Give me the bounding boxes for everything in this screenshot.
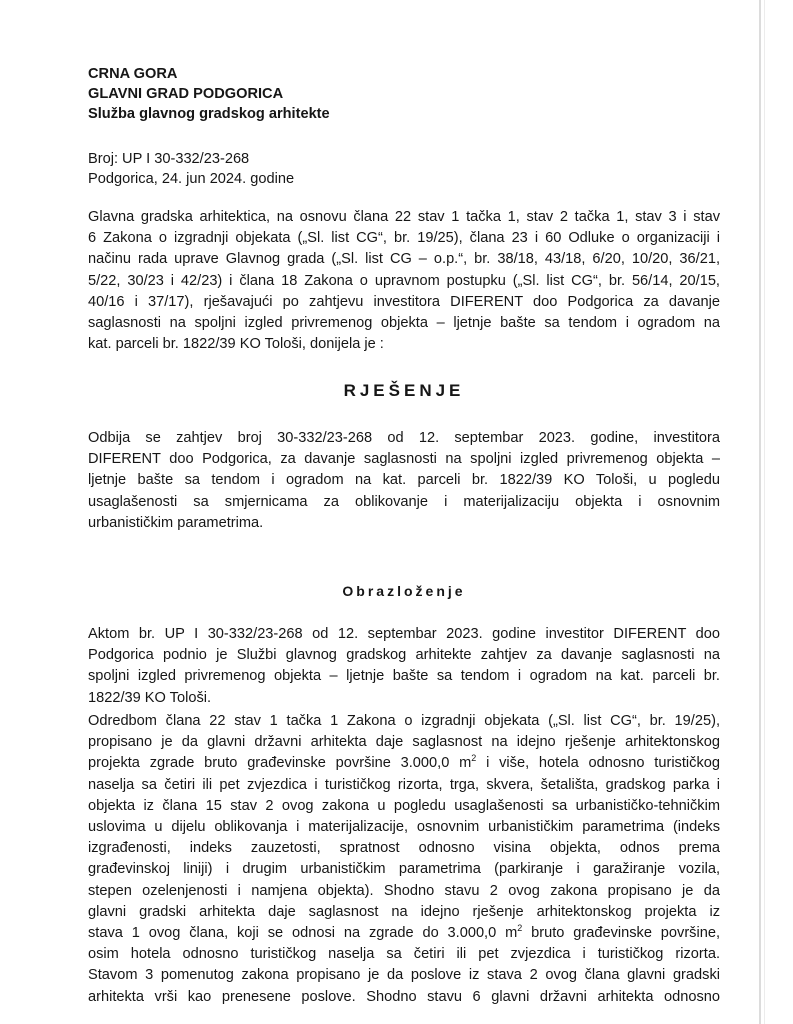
decision-title: RJEŠENJE: [343, 381, 465, 400]
intro-line: 6 Zakona o izgradnji objekata („Sl. list CG“, br. 19/25), člana 23 i 60 Odluke o organizaciji i: [88, 230, 720, 247]
reasoning-title: Obrazloženje: [342, 583, 466, 599]
intro-line: 5/22, 30/23 i 42/23) i člana 18 Zakona o upravnom postupku („Sl. list CG“, br. 56/14, 20/15,: [88, 272, 720, 289]
reasoning-text: i više, hotela odnosno turističkog: [476, 755, 720, 772]
intro-line: kat. parceli br. 1822/39 KO Tološi, donijela je :: [88, 336, 384, 353]
decision-line: usaglašenosti sa smjernicama za oblikovanje i materijalizaciju objekta i osnovnim: [88, 493, 720, 510]
intro-line: Glavna gradska arhitektica, na osnovu člana 22 stav 1 tačka 1, stav 2 tačka 1, stav 3 i stav: [88, 209, 720, 225]
header-country: CRNA GORA: [88, 66, 178, 82]
reasoning-line: arhitekta vrši kao prenesene poslove. Shodno stavu 6 glavni državni arhitekta odnosno: [88, 988, 720, 1005]
reasoning-text: projekta zgrade bruto građevinske površine 3.000,0 m: [88, 755, 472, 772]
decision-line: DIFERENT doo Podgorica, za davanje saglasnosti na spoljni izgled privremenog objekta –: [88, 451, 720, 468]
intro-paragraph: [88, 207, 720, 355]
decision-paragraph: [88, 428, 720, 534]
reasoning-paragraph-2: [88, 711, 720, 1008]
reference-number: Broj: UP I 30-332/23-268: [88, 151, 250, 167]
reasoning-line: izgrađenosti, indeks zauzetosti, spratnost odnosno visina objekta, odnos prema: [88, 840, 720, 857]
reasoning-line: Podgorica podnio je Službi glavnog gradskog arhitekte zahtjev za davanje saglasnosti na: [88, 647, 720, 664]
page-edge-line-secondary: [764, 0, 765, 1024]
reasoning-line: građevinskoj liniji) i drugim urbanističkim parametrima (parkiranje i garažiranje vozila,: [88, 861, 720, 878]
page-edge-line: [759, 0, 761, 1024]
reasoning-line: spoljni izgled privremenog objekta – ljetnje bašte sa tendom i ogradom na kat. parceli br.: [88, 668, 720, 685]
intro-line: 40/16 i 37/17), rješavajući po zahtjevu investitora DIFERENT doo Podgorica za davanje: [88, 293, 720, 310]
header-city: GLAVNI GRAD PODGORICA: [88, 86, 284, 102]
decision-line: ljetnje bašte sa tendom i ogradom na kat. parceli br. 1822/39 KO Tološi, u pogledu: [88, 472, 720, 489]
reasoning-line: Aktom br. UP I 30-332/23-268 od 12. septembar 2023. godine investitor DIFERENT doo: [88, 626, 720, 642]
reasoning-line: 1822/39 KO Tološi.: [88, 689, 212, 706]
reasoning-line: naselja sa četiri ili pet zvjezdica i turističkog rizorta, trga, skvera, šetališta, gradskog parka i: [88, 776, 720, 793]
decision-line: urbanističkim parametrima.: [88, 514, 264, 531]
reasoning-line: uslovima u dijelu oblikovanja i materijalizacije, osnovnim urbanističkim parametrima (indeks: [88, 819, 720, 836]
intro-line: saglasnosti na spoljni izgled privremenog objekta – ljetnje bašte sa tendom i ogradom na: [88, 315, 720, 332]
reasoning-text: bruto građevinske površine,: [522, 925, 721, 942]
reasoning-line: stepen ozelenjenosti i namjena objekta). Shodno stavu 2 ovog zakona propisano je da: [88, 882, 720, 899]
reasoning-line: objekta iz člana 15 stav 2 ovog zakona u pogledu usaglašenosti sa urbanističko-tehničkim: [88, 797, 720, 814]
reasoning-line: glavni gradski arhitekta daje saglasnost na idejno rješenje arhitektonskog projekta iz: [88, 903, 720, 920]
reasoning-text: stava 1 ovog člana, koji se odnosi na zgrade do 3.000,0 m: [88, 925, 518, 942]
reasoning-line: [88, 753, 720, 774]
superscript: 2: [517, 923, 523, 934]
reasoning-line: propisano je da glavni državni arhitekta daje saglasnost na idejno rješenje arhitektonskog: [88, 734, 720, 751]
reasoning-line: osim hotela odnosno turističkog naselja sa četiri ili pet zvjezdica i turističkog rizorta.: [88, 946, 720, 963]
reasoning-line: Stavom 3 pomenutog zakona propisano je da poslove iz stava 2 ovog člana glavni gradski: [88, 967, 720, 984]
reasoning-line: Odredbom člana 22 stav 1 tačka 1 Zakona o izgradnji objekata („Sl. list CG“, br. 19/25),: [88, 713, 720, 729]
decision-line: Odbija se zahtjev broj 30-332/23-268 od 12. septembar 2023. godine, investitora: [88, 430, 720, 446]
superscript: 2: [471, 753, 477, 764]
reasoning-line: [88, 923, 720, 944]
intro-line: načinu rada uprave Glavnog grada („Sl. list CG – o.p.“, br. 38/18, 43/18, 6/20, 10/20, 36/21,: [88, 251, 720, 268]
reference-date: Podgorica, 24. jun 2024. godine: [88, 171, 295, 187]
reasoning-paragraph-1: [88, 624, 720, 709]
header-service: Služba glavnog gradskog arhitekte: [88, 106, 330, 122]
